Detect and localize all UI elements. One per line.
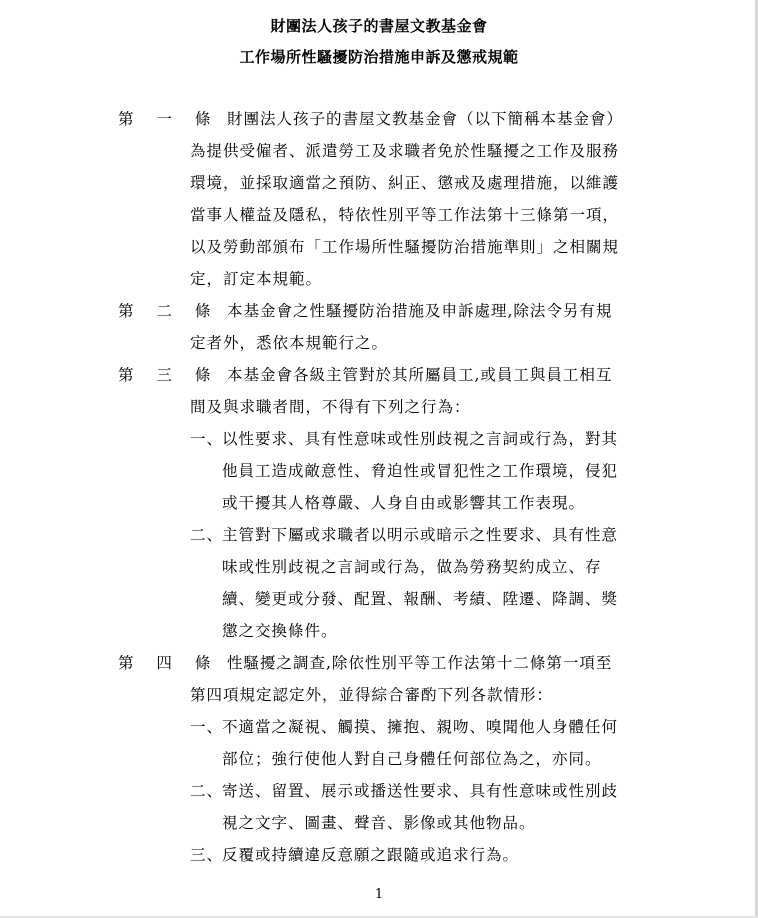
list-item-line: 主管對下屬或求職者以明示或暗示之性要求、具有性意 [222,526,619,544]
article-text-line: 環境，並採取適當之預防、糾正、懲戒及處理措施，以維護 [190,174,620,192]
article-text-line: 財團法人孩子的書屋文教基金會（以下簡稱本基金會） [227,110,624,128]
article-label: 第 二 條 [118,302,220,320]
article-text-line: 以及勞動部頒布「工作場所性騷擾防治措施準則」之相關規 [190,238,620,256]
article-text-line: 性騷擾之調查,除依性別平等工作法第十二條第一項至 [227,654,613,672]
article-text-line: 定者外，悉依本規範行之。 [190,334,389,352]
document-subtitle: 工作場所性騷擾防治措施申訴及懲戒規範 [239,48,519,66]
page-number: 1 [374,887,384,902]
list-item-line: 或干擾其人格尊嚴、人身自由或影響其工作表現。 [222,494,586,512]
article-text-line: 第四項規定認定外，並得綜合審酌下列各款情形： [190,686,554,704]
list-item-marker: 二、 [190,526,224,544]
list-item-line: 以性要求、具有性意味或性別歧視之言詞或行為，對其 [222,430,619,448]
list-item-line: 他員工造成敵意性、脅迫性或冒犯性之工作環境，侵犯 [222,462,619,480]
list-item-line: 續、變更或分發、配置、報酬、考績、陞遷、降調、獎 [222,590,619,608]
article-text-line: 間及與求職者間，不得有下列之行為： [190,398,471,416]
article-text-line: 本基金會之性騷擾防治措施及申訴處理,除法令另有規 [227,302,613,320]
list-item-marker: 三、 [190,846,224,864]
list-item-line: 味或性別歧視之言詞或行為，做為勞務契約成立、存 [222,558,602,576]
list-item-line: 懲之交換條件。 [222,622,338,640]
article-label: 第 一 條 [118,110,220,128]
document-title: 財團法人孩子的書屋文教基金會 [270,17,488,35]
article-text-line: 當事人權益及隱私，特依性別平等工作法第十三條第一項， [190,206,620,224]
article-text-line: 為提供受僱者、派遣勞工及求職者免於性騷擾之工作及服務 [190,142,620,160]
list-item-line: 寄送、留置、展示或播送性要求、具有性意味或性別歧 [222,782,619,800]
list-item-marker: 一、 [190,718,224,736]
article-text-line: 定，訂定本規範。 [190,270,323,288]
list-item-line: 部位；強行使他人對自己身體任何部位為之，亦同。 [222,750,602,768]
list-item-line: 不適當之凝視、觸摸、擁抱、親吻、嗅聞他人身體任何 [222,718,619,736]
list-item-marker: 二、 [190,782,224,800]
article-text-line: 本基金會各級主管對於其所屬員工,或員工與員工相互 [227,366,613,384]
article-label: 第 四 條 [118,654,220,672]
list-item-marker: 一、 [190,430,224,448]
list-item-line: 反覆或持續違反意願之跟隨或追求行為。 [222,846,520,864]
list-item-line: 視之文字、圖畫、聲音、影像或其他物品。 [222,814,536,832]
article-label: 第 三 條 [118,366,220,384]
